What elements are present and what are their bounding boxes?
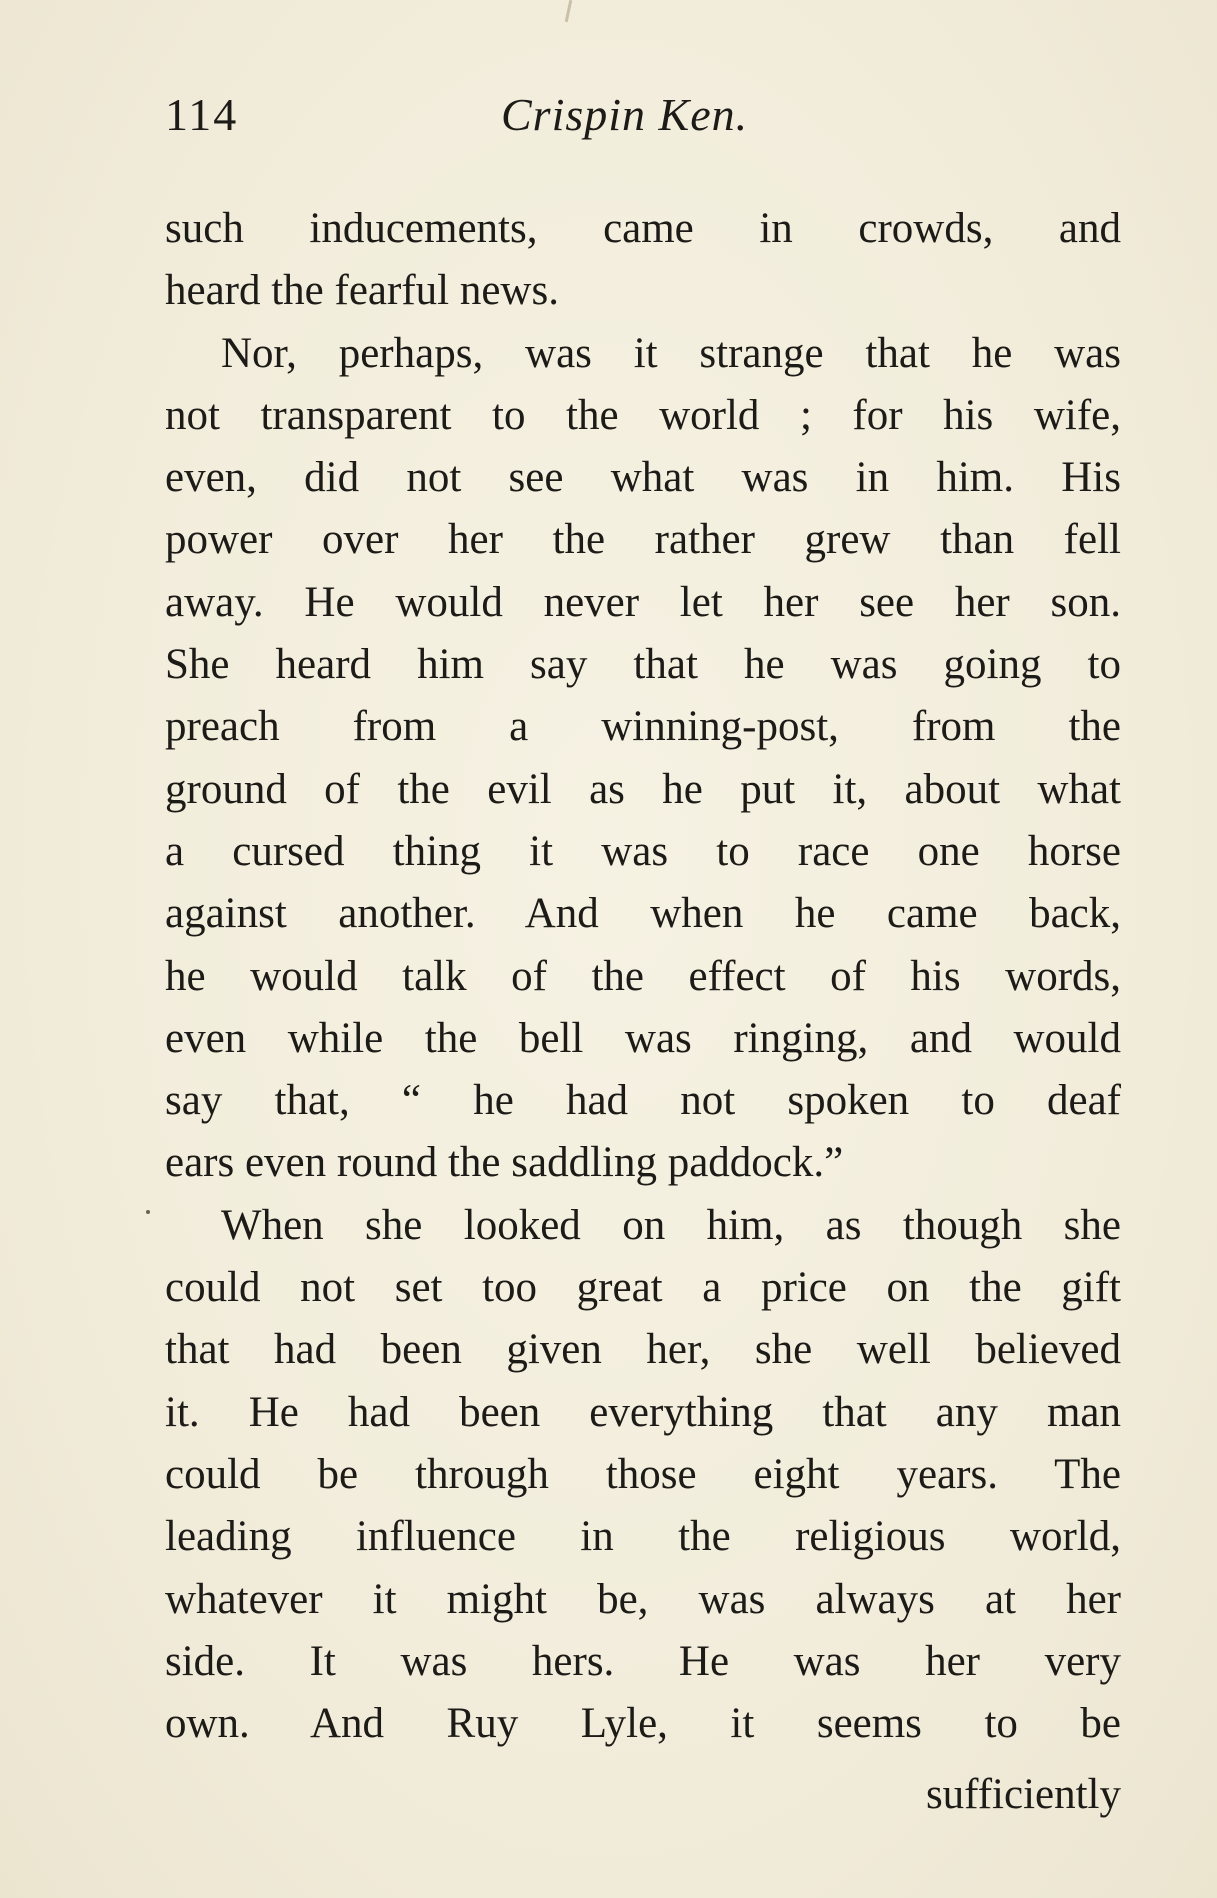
- page-header: [165, 88, 1125, 148]
- page-number: 114: [165, 89, 239, 140]
- text-line: he would talk of the effect of his words,: [165, 952, 1121, 1000]
- text-line: own. And Ruy Lyle, it seems to be: [165, 1700, 1121, 1748]
- text-line: whatever it might be, was always at her: [165, 1575, 1121, 1623]
- text-line: ears even round the saddling paddock.”: [165, 1139, 844, 1187]
- text-line: could not set too great a price on the gift: [165, 1264, 1121, 1312]
- catchword: sufficiently: [925, 1771, 1121, 1818]
- text-line: even, did not see what was in him. His: [165, 454, 1121, 502]
- running-head: Crispin Ken.: [501, 89, 749, 140]
- text-line: against another. And when he came back,: [165, 890, 1121, 938]
- text-line: a cursed thing it was to race one horse: [165, 827, 1121, 875]
- body-text: [165, 198, 1121, 1755]
- text-line: heard the fearful news.: [165, 267, 559, 315]
- text-line: could be through those eight years. The: [165, 1450, 1121, 1498]
- text-line: that had been given her, she well believed: [165, 1326, 1121, 1374]
- text-line: say that, “ he had not spoken to deaf: [165, 1077, 1121, 1125]
- text-line: it. He had been everything that any man: [165, 1388, 1121, 1436]
- text-line: leading influence in the religious world,: [165, 1513, 1121, 1561]
- text-line: She heard him say that he was going to: [165, 641, 1121, 689]
- text-line: not transparent to the world ; for his wife,: [165, 391, 1121, 439]
- text-line: side. It was hers. He was her very: [165, 1637, 1121, 1685]
- text-line: such inducements, came in crowds, and: [165, 205, 1121, 252]
- text-line: Nor, perhaps, was it strange that he was: [221, 329, 1121, 377]
- text-line: When she looked on him, as though she: [221, 1201, 1121, 1249]
- text-line: preach from a winning-post, from the: [165, 703, 1121, 751]
- paper-mark: [565, 0, 573, 22]
- text-line: ground of the evil as he put it, about what: [165, 765, 1121, 813]
- text-line: away. He would never let her see her son.: [165, 578, 1121, 626]
- text-line: power over her the rather grew than fell: [165, 516, 1121, 564]
- ink-speck: [146, 1210, 150, 1214]
- text-line: even while the bell was ringing, and would: [165, 1014, 1121, 1062]
